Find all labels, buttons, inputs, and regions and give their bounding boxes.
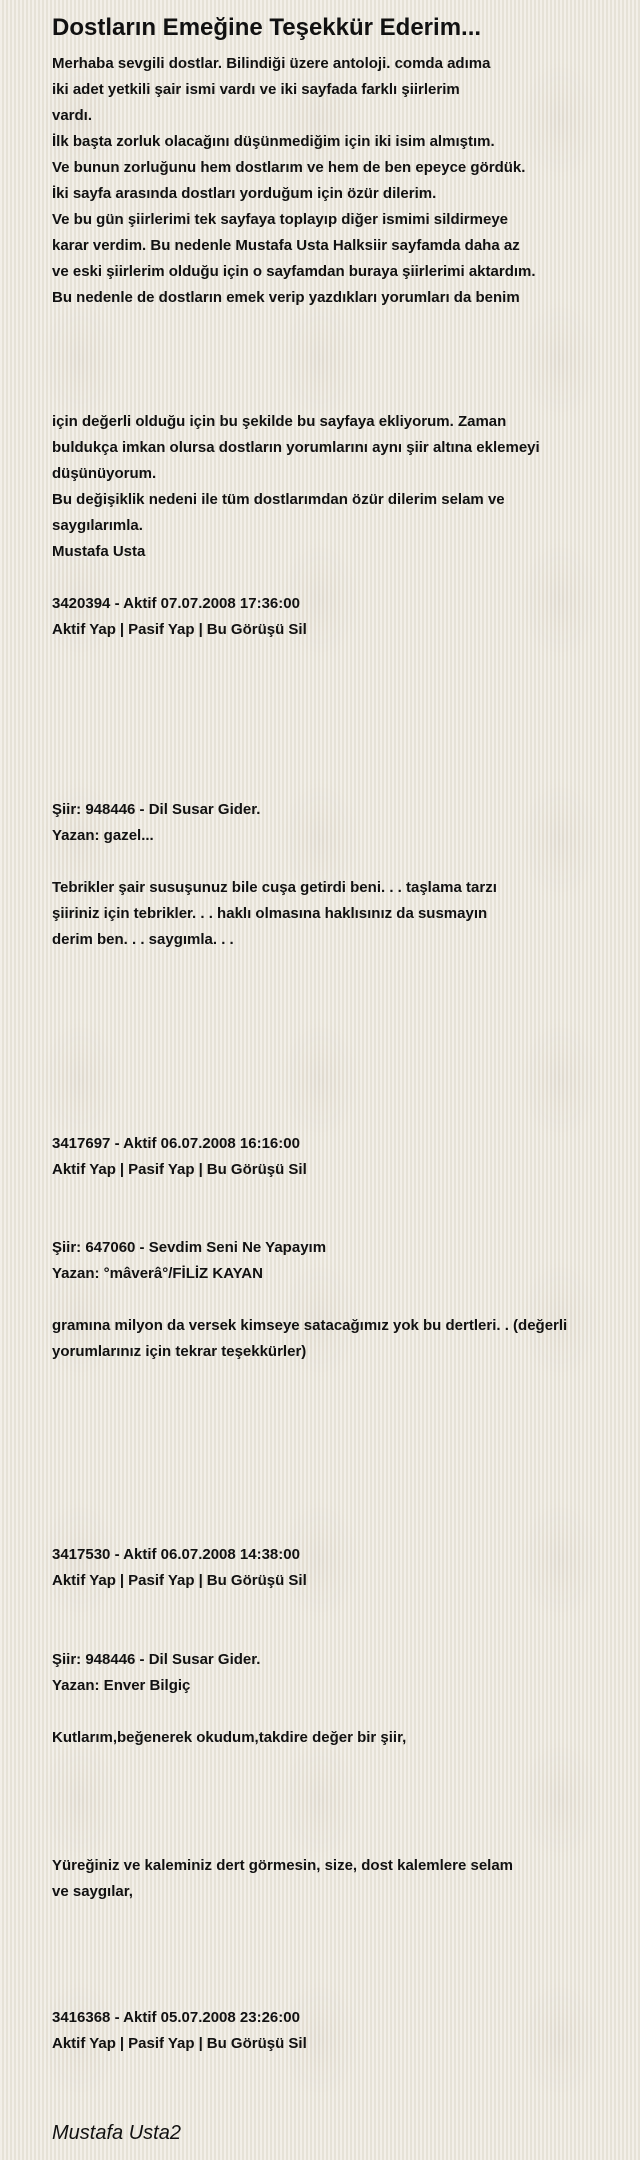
comment-body-line: Yüreğiniz ve kaleminiz dert görmesin, size, dost kalemlere selam: [52, 1857, 514, 1874]
delete-comment-link[interactable]: Bu Görüşü Sil: [206, 1572, 307, 1589]
comment-meta: 3417697 - Aktif 06.07.2008 16:16:00: [52, 1135, 300, 1152]
separator: |: [198, 621, 203, 638]
intro-line: düşünüyorum.: [52, 465, 157, 482]
intro-line: vardı.: [52, 107, 93, 124]
comment-meta: 3420394 - Aktif 07.07.2008 17:36:00: [52, 595, 300, 612]
activate-link[interactable]: Aktif Yap: [52, 2035, 116, 2052]
deactivate-link[interactable]: Pasif Yap: [128, 2035, 195, 2052]
comment-poem: Şiir: 647060 - Sevdim Seni Ne Yapayım: [52, 1239, 327, 1256]
comment-body-line: yorumlarınız için tekrar teşekkürler): [52, 1343, 307, 1360]
separator: |: [198, 1161, 203, 1178]
delete-comment-link[interactable]: Bu Görüşü Sil: [206, 2035, 307, 2052]
intro-line: Merhaba sevgili dostlar. Bilindiği üzere antoloji. comda adıma: [52, 55, 491, 72]
separator: |: [119, 621, 125, 638]
comment-actions: [52, 2031, 307, 2057]
comment-actions: [52, 617, 307, 643]
activate-link[interactable]: Aktif Yap: [52, 1161, 116, 1178]
author-signoff: Mustafa Usta: [52, 543, 146, 560]
deactivate-link[interactable]: Pasif Yap: [128, 1572, 195, 1589]
comment-actions: [52, 1157, 307, 1183]
intro-line: Ve bu gün şiirlerimi tek sayfaya toplayıp diğer ismimi sildirmeye: [52, 211, 509, 228]
comment-body-line: Tebrikler şair susuşunuz bile cuşa getirdi beni. . . taşlama tarzı: [52, 879, 497, 896]
comment-body-line: gramına milyon da versek kimseye satacağımız yok bu dertleri. . (değerli: [52, 1317, 568, 1334]
intro-line: için değerli olduğu için bu şekilde bu sayfaya ekliyorum. Zaman: [52, 413, 507, 430]
separator: |: [119, 1572, 125, 1589]
comment-author: Yazan: Enver Bilgiç: [52, 1677, 191, 1694]
comment-meta: 3417530 - Aktif 06.07.2008 14:38:00: [52, 1546, 300, 1563]
signature: Mustafa Usta2: [52, 2122, 181, 2144]
comment-body-line: ve saygılar,: [52, 1883, 133, 1900]
intro-line: buldukça imkan olursa dostların yorumlarını aynı şiir altına eklemeyi: [52, 439, 540, 456]
separator: |: [198, 2035, 203, 2052]
deactivate-link[interactable]: Pasif Yap: [128, 621, 195, 638]
comment-author: Yazan: gazel...: [52, 827, 154, 844]
comment-author: Yazan: °mâverâ°/FİLİZ KAYAN: [52, 1265, 263, 1282]
activate-link[interactable]: Aktif Yap: [52, 1572, 116, 1589]
delete-comment-link[interactable]: Bu Görüşü Sil: [206, 1161, 307, 1178]
intro-line: ve eski şiirlerim olduğu için o sayfamdan buraya şiirlerimi aktardım.: [52, 263, 536, 280]
separator: |: [198, 1572, 203, 1589]
intro-line: iki adet yetkili şair ismi vardı ve iki sayfada farklı şiirlerim: [52, 81, 460, 98]
separator: |: [119, 1161, 125, 1178]
intro-line: Ve bunun zorluğunu hem dostlarım ve hem de ben epeyce gördük.: [52, 159, 526, 176]
comment-poem: Şiir: 948446 - Dil Susar Gider.: [52, 801, 261, 818]
page-title: Dostların Emeğine Teşekkür Ederim...: [52, 14, 482, 41]
comment-poem: Şiir: 948446 - Dil Susar Gider.: [52, 1651, 261, 1668]
activate-link[interactable]: Aktif Yap: [52, 621, 116, 638]
comment-body-line: derim ben. . . saygımla. . .: [52, 931, 234, 948]
comment-body-line: Kutlarım,beğenerek okudum,takdire değer bir şiir,: [52, 1729, 407, 1746]
intro-line: İlk başta zorluk olacağını düşünmediğim için iki isim almıştım.: [52, 133, 495, 150]
intro-line: Bu değişiklik nedeni ile tüm dostlarımdan özür dilerim selam ve: [52, 491, 505, 508]
comment-actions: [52, 1568, 307, 1594]
deactivate-link[interactable]: Pasif Yap: [128, 1161, 195, 1178]
separator: |: [119, 2035, 125, 2052]
intro-line: karar verdim. Bu nedenle Mustafa Usta Halksiir sayfamda daha az: [52, 237, 520, 254]
intro-line: İki sayfa arasında dostları yorduğum için özür dilerim.: [52, 185, 437, 202]
delete-comment-link[interactable]: Bu Görüşü Sil: [206, 621, 307, 638]
comment-body-line: şiiriniz için tebrikler. . . haklı olmasına haklısınız da susmayın: [52, 905, 488, 922]
comment-meta: 3416368 - Aktif 05.07.2008 23:26:00: [52, 2009, 300, 2026]
intro-line: saygılarımla.: [52, 517, 143, 534]
intro-line: Bu nedenle de dostların emek verip yazdıkları yorumları da benim: [52, 289, 520, 306]
